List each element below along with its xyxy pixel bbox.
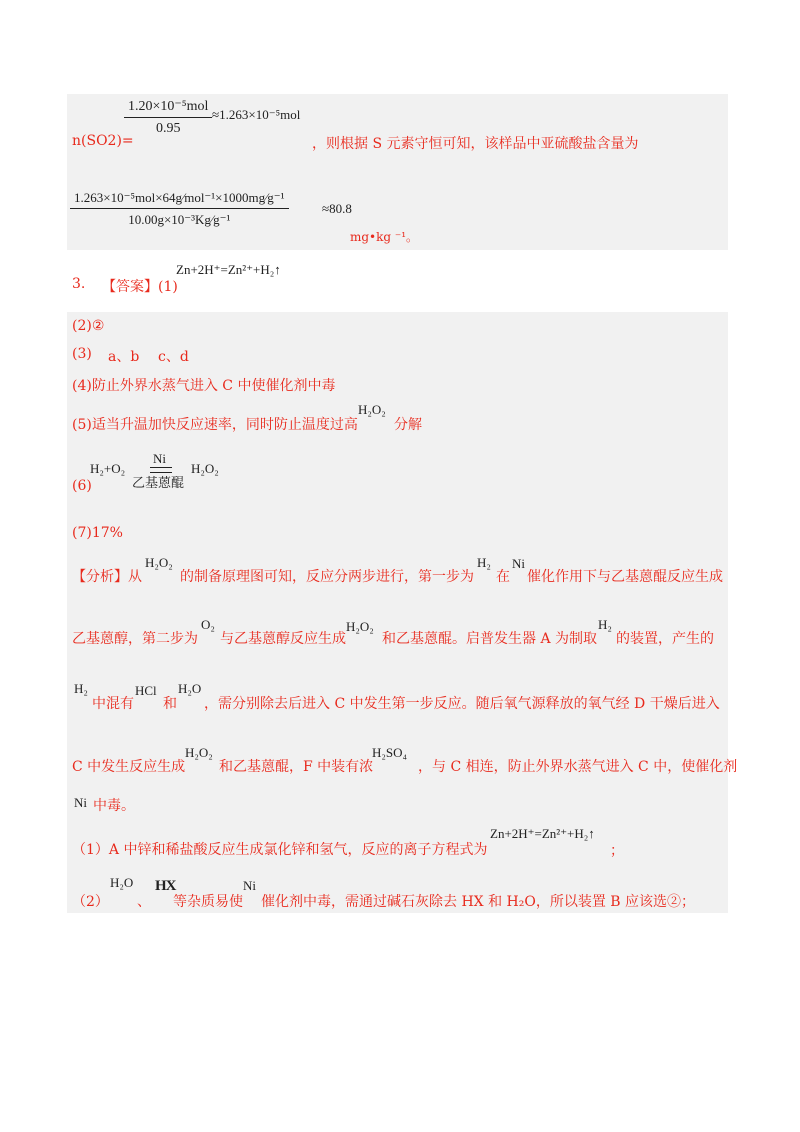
equation-1: Zn+2H⁺=Zn²⁺+H₂↑ [176,262,281,277]
analysis-l2-b: 与乙基蒽醇反应生成 [220,631,346,647]
analysis-l2-c: 和乙基蒽醌。启普发生器 A 为制取 [382,631,598,647]
fraction-1-denominator: 0.95 [155,121,181,136]
analysis-l1-a: 【分析】从 [72,569,142,585]
answer-6-catalyst: Ni [153,451,166,466]
answer-6-condition: 乙基蒽醌 [132,475,185,490]
fraction-2-numerator: 1.263×10⁻⁵mol×64g⁄mol⁻¹×1000mg⁄g⁻¹ [70,190,289,209]
analysis-l4-c: ，与 C 相连，防止外界水蒸气进入 C 中，使催化剂 [418,759,738,775]
answer-6-product: H₂O₂ [191,461,219,476]
nso2-label: n(SO2)= [72,133,134,149]
question-number: 3. [72,276,86,292]
answer-6-label: (6) [72,478,92,494]
conclusion-text: ，则根据 S 元素守恒可知，该样品中亚硫酸盐含量为 [312,136,639,152]
part-2-text-2: 催化剂中毒，需通过碱石灰除去 HX 和 H₂O，所以装置 B 应该选②； [261,894,696,910]
analysis-l2-formula-h2: H₂ [598,617,612,632]
answer-6-reactants: H₂+O₂ [90,461,126,476]
part-2-formula-ni: Ni [243,878,256,893]
fraction-1-numerator: 1.20×10⁻⁵mol [124,98,212,118]
analysis-l2-formula-o2: O₂ [201,617,215,632]
analysis-l3-formula-h2o: H₂O [178,681,202,696]
approx-2: ≈80.8 [322,201,352,216]
analysis-l4-formula-h2o2: H₂O₂ [185,745,213,760]
part-1-text: （1）A 中锌和稀盐酸反应生成氯化锌和氢气，反应的离子方程式为 [72,842,488,858]
analysis-l1-b: 的制备原理图可知，反应分两步进行，第一步为 [180,569,474,585]
analysis-l3-b: 和 [163,696,177,712]
answer-3-label: (3) [72,346,92,362]
answer-3-ab: a、b [108,349,140,365]
analysis-l2-d: 的装置，产生的 [616,631,714,647]
fraction-2-denominator: 10.00g×10⁻³Kg⁄g⁻¹ [128,212,231,227]
analysis-l2-a: 乙基蒽醇，第二步为 [72,631,198,647]
analysis-l1-formula-h2: H₂ [477,555,491,570]
analysis-l2-formula-h2o2: H₂O₂ [346,619,374,634]
answer-5-text: (5)适当升温加快反应速率，同时防止温度过高 [72,417,358,433]
analysis-l1-formula-ni: Ni [512,556,525,571]
answer-4: (4)防止外界水蒸气进入 C 中使催化剂中毒 [72,378,336,394]
analysis-l4-formula-h2so4: H₂SO₄ [372,745,408,760]
part-1-end: ； [610,843,624,859]
answer-label: 【答案】(1) [102,279,178,295]
analysis-l5-formula-ni: Ni [74,795,87,810]
answer-7: (7)17% [72,525,123,541]
fraction-2 [70,190,289,228]
part-2-text-1: 等杂质易使 [173,894,243,910]
fraction-1 [124,98,212,137]
analysis-l3-c: ，需分别除去后进入 C 中发生第一步反应。随后氧气源释放的氧气经 D 干燥后进入 [204,696,720,712]
answer-3-cd: c、d [158,349,189,365]
answer-5-formula: H₂O₂ [358,402,386,417]
approx-1: ≈1.263×10⁻⁵mol [212,107,301,122]
analysis-l3-a: 中混有 [92,696,134,712]
analysis-l1-d: 催化作用下与乙基蒽醌反应生成 [527,569,723,585]
part-1-equation: Zn+2H⁺=Zn²⁺+H₂↑ [490,826,595,841]
part-2-formula-h2o: H₂O [110,875,134,890]
analysis-l4-a: C 中发生反应生成 [72,759,186,775]
part-2-formula-hx: HX [155,878,176,894]
answer-2: (2)② [72,318,105,334]
analysis-l4-b: 和乙基蒽醌，F 中装有浓 [219,759,374,775]
analysis-l3-formula-hcl: HCl [135,683,157,698]
analysis-l3-formula-h2: H₂ [74,681,88,696]
unit-text: mg•kg ⁻¹。 [350,230,419,244]
analysis-l5-a: 中毒。 [93,798,135,814]
answer-panel [67,312,728,913]
answer-5-tail: 分解 [394,417,422,433]
analysis-l1-c: 在 [496,569,510,585]
analysis-l1-formula-h2o2: H₂O₂ [145,555,173,570]
part-2-label: （2） [72,894,109,910]
part-2-sep: 、 [137,894,151,910]
